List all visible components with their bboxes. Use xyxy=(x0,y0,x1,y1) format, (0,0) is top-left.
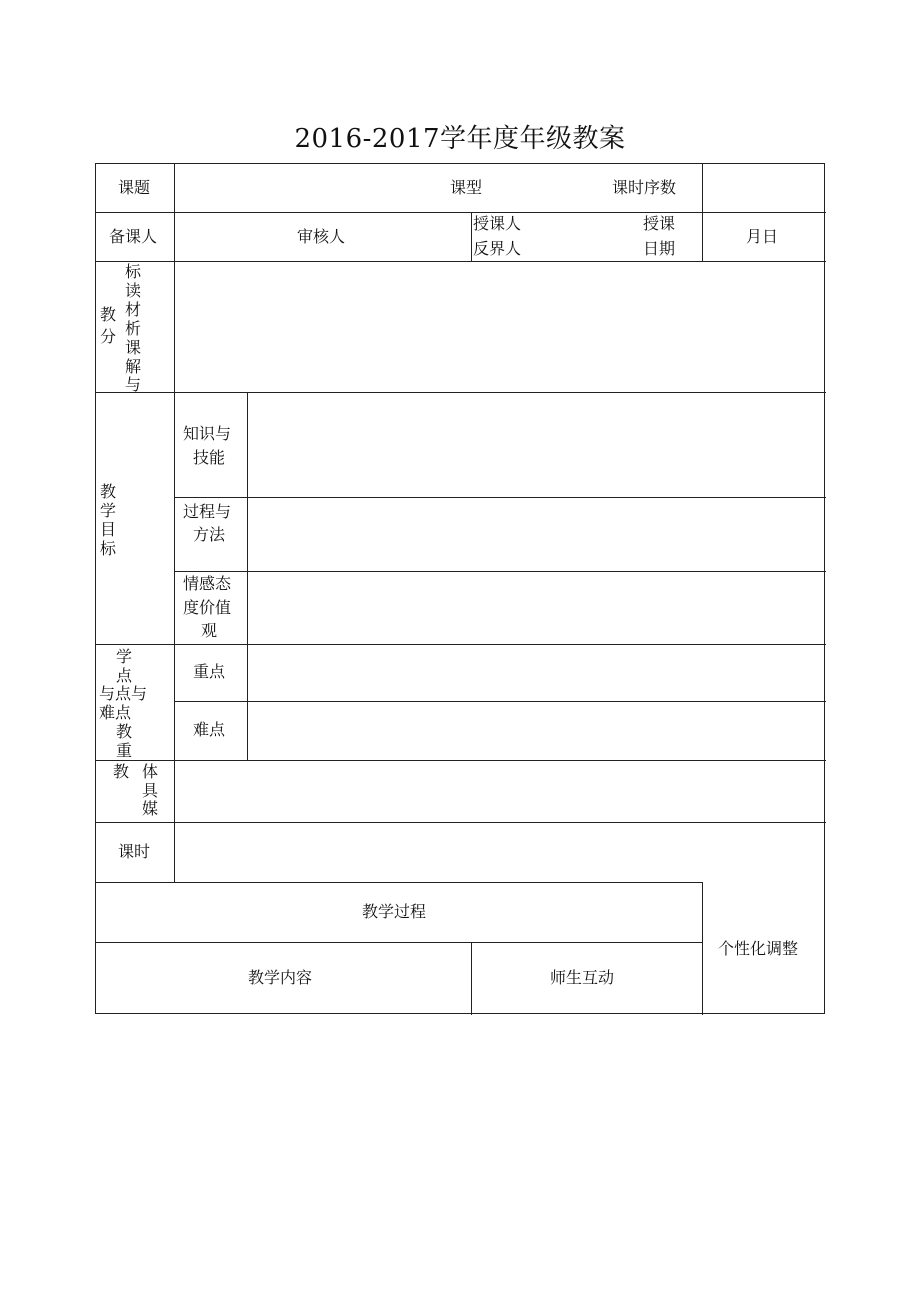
col-divider xyxy=(174,261,175,392)
col-divider xyxy=(471,942,472,1015)
process-method-label-line2: 方法 xyxy=(193,525,226,544)
analysis-label-char: 材 xyxy=(125,300,142,319)
row-divider xyxy=(174,701,826,702)
personalized-adjust-label: 个性化调整 xyxy=(718,939,799,958)
col-divider xyxy=(174,164,175,212)
preparer-label: 备课人 xyxy=(109,227,158,246)
row-divider xyxy=(96,942,702,943)
process-method-label: 过程与 xyxy=(183,502,232,521)
col-divider xyxy=(174,212,175,261)
row-divider xyxy=(96,822,826,823)
keypoints-label-char: 与点与 xyxy=(99,684,148,703)
objectives-label-char: 学 xyxy=(100,501,117,520)
row-divider xyxy=(96,760,826,761)
media-label-char: 教 xyxy=(113,762,130,781)
col-divider xyxy=(471,212,472,261)
month-day-label: 月日 xyxy=(746,227,779,246)
analysis-label-char: 与 xyxy=(125,375,142,394)
analysis-label-char: 教 xyxy=(100,305,117,324)
keypoints-label-char: 点 xyxy=(116,666,133,685)
class-hours-label: 课时 xyxy=(118,842,151,861)
analysis-label-char: 课 xyxy=(125,338,142,357)
type-label: 课型 xyxy=(450,178,483,197)
row-divider xyxy=(174,571,826,572)
row-divider xyxy=(96,882,702,883)
keypoints-label-char: 难点 xyxy=(99,703,132,722)
keypoints-label-char: 学 xyxy=(116,647,133,666)
media-label-char: 媒 xyxy=(142,799,159,818)
keypoints-label-char: 教 xyxy=(116,722,133,741)
objectives-label-char: 目 xyxy=(100,520,117,539)
col-divider xyxy=(174,760,175,822)
analysis-label-char: 解 xyxy=(125,357,142,376)
analysis-label-char: 读 xyxy=(125,281,142,300)
media-label-char: 体 xyxy=(142,762,159,781)
teaching-process-label: 教学过程 xyxy=(362,902,427,921)
knowledge-label-line2: 技能 xyxy=(193,448,226,467)
row-divider xyxy=(96,644,826,645)
knowledge-label: 知识与 xyxy=(183,424,232,443)
keypoints-label-char: 重 xyxy=(116,741,133,760)
period-number-label: 课时序数 xyxy=(612,178,677,197)
interaction-label: 师生互动 xyxy=(550,968,615,987)
teacher-label-line2: 反界人 xyxy=(473,239,522,258)
date-label: 授课 xyxy=(643,214,676,233)
reviewer-label: 审核人 xyxy=(297,227,346,246)
row-divider xyxy=(96,212,826,213)
teaching-content-label: 教学内容 xyxy=(248,968,313,987)
emotion-label: 情感态 xyxy=(183,574,232,593)
analysis-label-char: 析 xyxy=(125,319,142,338)
row-divider xyxy=(96,392,826,393)
important-point-label: 重点 xyxy=(193,662,226,681)
analysis-label-char: 标 xyxy=(125,262,142,281)
page-title: 2016-2017学年度年级教案 xyxy=(294,124,626,154)
analysis-label-char: 分 xyxy=(100,327,117,346)
col-divider xyxy=(247,392,248,761)
date-label-line2: 日期 xyxy=(643,239,676,258)
media-label-char: 具 xyxy=(142,781,159,800)
teacher-label: 授课人 xyxy=(473,214,522,233)
col-divider xyxy=(174,392,175,761)
emotion-label-line2: 度价值 xyxy=(183,598,232,617)
topic-label: 课题 xyxy=(118,178,151,197)
row-divider xyxy=(174,497,826,498)
col-divider xyxy=(702,882,703,1015)
col-divider xyxy=(174,822,175,882)
row-divider xyxy=(96,261,826,262)
col-divider xyxy=(702,164,703,261)
emotion-label-line3: 观 xyxy=(201,621,218,640)
difficult-point-label: 难点 xyxy=(193,720,226,739)
objectives-label-char: 教 xyxy=(100,482,117,501)
objectives-label-char: 标 xyxy=(100,539,117,558)
